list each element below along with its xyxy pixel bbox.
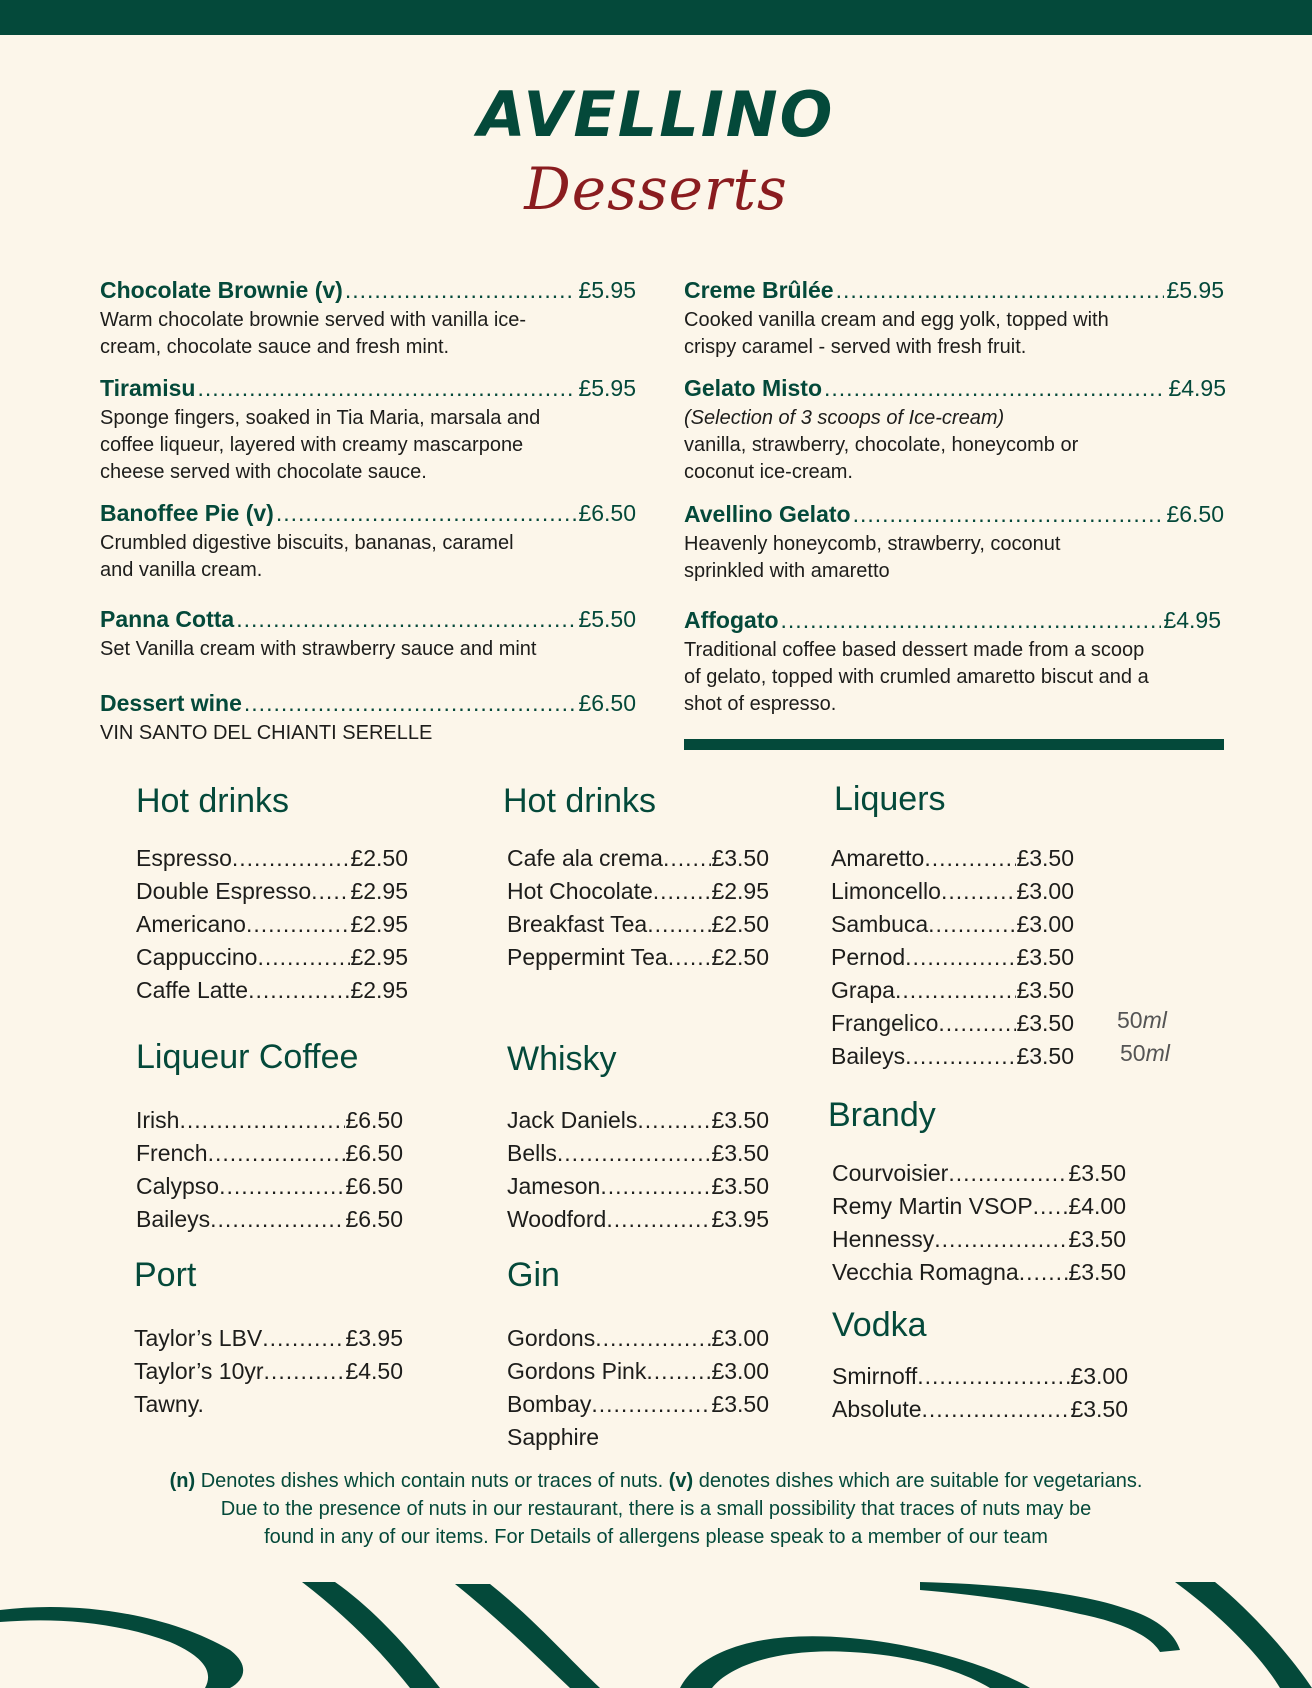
dessert-price: £6.50 xyxy=(578,500,636,526)
liquers-list xyxy=(831,842,1074,1073)
drink-name: Tawny. xyxy=(134,1391,204,1417)
dessert-name: Gelato Misto xyxy=(684,375,823,401)
drink-name: Vecchia Romagna xyxy=(832,1259,1019,1285)
dessert-price: £5.50 xyxy=(578,606,636,632)
drink-row xyxy=(136,875,408,908)
section-title-brandy: Brandy xyxy=(828,1096,936,1134)
drink-name: Smirnoff xyxy=(832,1363,918,1389)
drink-row xyxy=(831,1040,1074,1073)
leader-dots xyxy=(1019,1256,1069,1289)
dessert-price: £4.95 xyxy=(1168,375,1226,401)
leader-dots xyxy=(264,1355,346,1388)
dessert-description: vanilla, strawberry, chocolate, honeycomb or coconut ice-cream. xyxy=(684,434,1079,483)
dessert-item xyxy=(684,605,1221,718)
drink-price: £3.50 xyxy=(711,1391,769,1417)
drink-row xyxy=(831,1007,1074,1040)
drink-price: £3.50 xyxy=(711,1173,769,1199)
drink-name: Peppermint Tea xyxy=(507,944,668,970)
brandy-list xyxy=(832,1157,1126,1289)
leader-dots xyxy=(647,908,711,941)
leader-dots xyxy=(591,1388,711,1421)
drink-price: £2.95 xyxy=(350,911,408,937)
leader-dots xyxy=(557,1137,712,1170)
drink-price: £3.00 xyxy=(1016,911,1074,937)
drink-name: Jameson xyxy=(507,1173,601,1199)
section-title-hot-drinks: Hot drinks xyxy=(503,782,657,820)
wave-stroke xyxy=(680,1636,1030,1688)
dessert-description: Cooked vanilla cream and egg yolk, topped with crispy caramel - served with fresh fruit. xyxy=(684,309,1109,358)
drink-row xyxy=(507,1355,769,1388)
drink-row xyxy=(136,941,408,974)
drink-name: Cappuccino xyxy=(136,944,258,970)
drink-row xyxy=(136,1203,403,1236)
drink-row xyxy=(832,1256,1126,1289)
drink-name: Woodford xyxy=(507,1206,607,1232)
drink-row xyxy=(831,941,1074,974)
drink-price: £6.50 xyxy=(345,1107,403,1133)
leader-dots xyxy=(197,373,576,403)
hot-drinks-list xyxy=(136,842,408,1007)
drink-row xyxy=(136,1137,403,1170)
dessert-name: Creme Brûlée xyxy=(684,277,834,303)
drink-price: £3.50 xyxy=(1016,977,1074,1003)
restaurant-name: AVELLINO xyxy=(477,78,835,151)
drink-name: Limoncello xyxy=(831,878,941,904)
dessert-name: Panna Cotta xyxy=(100,606,235,632)
drink-row xyxy=(831,908,1074,941)
drink-name: Absolute xyxy=(832,1396,922,1422)
drink-name: Baileys xyxy=(831,1043,906,1069)
drink-price: £3.50 xyxy=(1016,1043,1074,1069)
drink-price: £3.00 xyxy=(1016,878,1074,904)
leader-dots xyxy=(948,1157,1068,1190)
drink-row xyxy=(507,842,769,875)
leader-dots xyxy=(637,1104,711,1137)
hot-drinks-list xyxy=(507,842,769,974)
drink-name: Remy Martin VSOP xyxy=(832,1193,1033,1219)
section-divider xyxy=(684,739,1224,750)
drink-price: £2.95 xyxy=(350,878,408,904)
dessert-name: Banoffee Pie (v) xyxy=(100,500,274,526)
drink-row xyxy=(507,1421,769,1454)
drink-price: £2.95 xyxy=(711,878,769,904)
drink-name: Sambuca xyxy=(831,911,929,937)
allergen-notice xyxy=(80,1467,1232,1551)
drink-price: £3.50 xyxy=(1068,1160,1126,1186)
drink-price: £2.50 xyxy=(711,944,769,970)
leader-dots xyxy=(781,605,1162,635)
drink-price: £2.50 xyxy=(350,845,408,871)
section-title-hot-drinks: Hot drinks xyxy=(136,782,290,820)
drink-row xyxy=(507,941,769,974)
section-title-port: Port xyxy=(134,1256,197,1294)
drink-row xyxy=(832,1393,1128,1426)
drink-price: £3.00 xyxy=(711,1325,769,1351)
leader-dots xyxy=(905,941,1016,974)
drink-name: Bells xyxy=(507,1140,557,1166)
leader-dots xyxy=(246,908,351,941)
drink-name: French xyxy=(136,1140,208,1166)
drink-name: Pernod xyxy=(831,944,906,970)
drink-name: Calypso xyxy=(136,1173,220,1199)
leader-dots xyxy=(248,974,350,1007)
drink-row xyxy=(832,1360,1128,1393)
dessert-item xyxy=(684,499,1224,585)
drink-row xyxy=(507,1104,769,1137)
drink-name: Bombay xyxy=(507,1391,592,1417)
drink-price: £4.00 xyxy=(1068,1193,1126,1219)
dessert-name: Affogato xyxy=(684,607,779,633)
drink-row xyxy=(134,1322,403,1355)
decorative-waves xyxy=(0,1580,1312,1688)
section-title-gin: Gin xyxy=(507,1256,560,1294)
allergen-line-3: found in any of our items. For Details of allergens please speak to a member of our team xyxy=(264,1526,1048,1548)
drink-row xyxy=(134,1388,403,1421)
drink-name: Courvoisier xyxy=(832,1160,949,1186)
menu-title: Desserts xyxy=(524,155,788,223)
drink-row xyxy=(507,908,769,941)
leader-dots xyxy=(653,875,712,908)
whisky-list xyxy=(507,1104,769,1236)
dessert-name: Chocolate Brownie (v) xyxy=(100,277,343,303)
drink-row xyxy=(136,1104,403,1137)
dessert-item xyxy=(100,373,636,486)
leader-dots xyxy=(219,1170,345,1203)
dessert-description: Set Vanilla cream with strawberry sauce and mint xyxy=(100,638,537,660)
veg-text: denotes dishes which are suitable for vegetarians. xyxy=(693,1470,1143,1492)
drink-price: £2.95 xyxy=(350,977,408,1003)
drink-price: £3.95 xyxy=(345,1325,403,1351)
leader-dots xyxy=(595,1322,711,1355)
drink-row xyxy=(136,1170,403,1203)
leader-dots xyxy=(941,875,1016,908)
section-title-liqueur-coffee: Liqueur Coffee xyxy=(136,1038,359,1076)
drink-price: £3.50 xyxy=(1068,1226,1126,1252)
drink-price: £3.50 xyxy=(1016,944,1074,970)
dessert-item xyxy=(100,604,636,663)
dessert-description: Warm chocolate brownie served with vanilla ice-cream, chocolate sauce and fresh mint. xyxy=(100,309,527,358)
drink-name: Jack Daniels xyxy=(507,1107,638,1133)
drink-price: £6.50 xyxy=(345,1206,403,1232)
dessert-name: Dessert wine xyxy=(100,690,242,716)
volume-label: 50ml xyxy=(1120,1040,1170,1066)
drink-name: Sapphire xyxy=(507,1424,600,1450)
leader-dots xyxy=(924,842,1016,875)
drink-row xyxy=(507,875,769,908)
section-title-liquers: Liquers xyxy=(834,780,946,818)
drink-price: £6.50 xyxy=(345,1140,403,1166)
leader-dots xyxy=(276,498,577,528)
leader-dots xyxy=(600,1170,711,1203)
section-title-whisky: Whisky xyxy=(507,1040,617,1078)
drink-price: £2.50 xyxy=(711,911,769,937)
dessert-price: £5.95 xyxy=(578,375,636,401)
dessert-note: (Selection of 3 scoops of Ice-cream) xyxy=(684,407,1005,429)
drink-price: £3.50 xyxy=(1016,1010,1074,1036)
leader-dots xyxy=(853,499,1165,529)
drink-name: Taylor’s 10yr xyxy=(134,1358,264,1384)
drink-row xyxy=(507,1170,769,1203)
drink-name: Hennessy xyxy=(832,1226,935,1252)
wave-stroke xyxy=(0,1607,243,1688)
port-list xyxy=(134,1322,403,1421)
wave-stroke xyxy=(302,1582,440,1688)
dessert-item xyxy=(684,373,1226,486)
drink-price: £6.50 xyxy=(345,1173,403,1199)
leader-dots xyxy=(311,875,350,908)
drink-row xyxy=(832,1157,1126,1190)
drink-row xyxy=(832,1223,1126,1256)
leader-dots xyxy=(210,1203,345,1236)
drink-price: £3.50 xyxy=(711,1107,769,1133)
allergen-line-1 xyxy=(80,1467,1232,1495)
drink-row xyxy=(136,974,408,1007)
leader-dots xyxy=(646,1355,711,1388)
drink-price: £2.95 xyxy=(350,944,408,970)
drink-name: Americano xyxy=(136,911,246,937)
drink-price: £4.50 xyxy=(345,1358,403,1384)
drink-name: Double Espresso xyxy=(136,878,312,904)
dessert-name: Avellino Gelato xyxy=(684,501,851,527)
drink-row xyxy=(831,875,1074,908)
leader-dots xyxy=(232,842,351,875)
drink-row xyxy=(831,842,1074,875)
drink-name: Cafe ala crema xyxy=(507,845,663,871)
drink-price: £3.95 xyxy=(711,1206,769,1232)
leader-dots xyxy=(934,1223,1068,1256)
dessert-item xyxy=(100,498,636,584)
dessert-price: £4.95 xyxy=(1163,607,1221,633)
dessert-description: Sponge fingers, soaked in Tia Maria, marsala and coffee liqueur, layered with creamy mascarpone cheese served with chocolate sauce. xyxy=(100,407,541,483)
leader-dots xyxy=(345,275,577,305)
wave-stroke xyxy=(920,1582,1180,1652)
drink-name: Breakfast Tea xyxy=(507,911,648,937)
dessert-description: Crumbled digestive biscuits, bananas, caramel and vanilla cream. xyxy=(100,532,514,581)
leader-dots xyxy=(208,1137,346,1170)
drink-price: £3.00 xyxy=(1070,1363,1128,1389)
section-title-vodka: Vodka xyxy=(832,1306,927,1344)
leader-dots xyxy=(928,908,1016,941)
drink-name: Taylor’s LBV xyxy=(134,1325,263,1351)
leader-dots xyxy=(938,1007,1016,1040)
leader-dots xyxy=(824,373,1166,403)
dessert-price: £6.50 xyxy=(1166,501,1224,527)
dessert-description: VIN SANTO DEL CHIANTI SERELLE xyxy=(100,722,433,744)
leader-dots xyxy=(663,842,711,875)
veg-key: (v) xyxy=(668,1470,694,1492)
drink-price: £3.50 xyxy=(1070,1396,1128,1422)
leader-dots xyxy=(836,275,1165,305)
drink-row xyxy=(507,1203,769,1236)
top-banner xyxy=(0,0,1312,35)
leader-dots xyxy=(922,1393,1071,1426)
gin-list xyxy=(507,1322,769,1454)
leader-dots xyxy=(606,1203,711,1236)
dessert-price: £6.50 xyxy=(578,690,636,716)
drink-name: Caffe Latte xyxy=(136,977,249,1003)
drink-row xyxy=(832,1190,1126,1223)
drink-name: Hot Chocolate xyxy=(507,878,653,904)
nuts-key: (n) xyxy=(169,1470,196,1492)
leader-dots xyxy=(917,1360,1070,1393)
drink-name: Frangelico xyxy=(831,1010,939,1036)
nuts-text: Denotes dishes which contain nuts or traces of nuts. xyxy=(195,1470,669,1492)
drink-row xyxy=(507,1322,769,1355)
dessert-description: Heavenly honeycomb, strawberry, coconut sprinkled with amaretto xyxy=(684,533,1061,582)
drink-row xyxy=(136,842,408,875)
dessert-item xyxy=(100,275,636,361)
drink-row xyxy=(134,1355,403,1388)
drink-name: Amaretto xyxy=(831,845,925,871)
drink-price: £3.50 xyxy=(1068,1259,1126,1285)
drink-name: Gordons Pink xyxy=(507,1358,647,1384)
drink-row xyxy=(507,1137,769,1170)
drink-row xyxy=(136,908,408,941)
dessert-description: Traditional coffee based dessert made from a scoop of gelato, topped with crumled amaretto biscut and a shot of espresso. xyxy=(684,639,1149,715)
dessert-price: £5.95 xyxy=(1166,277,1224,303)
drink-row xyxy=(507,1388,769,1421)
drink-price: £3.50 xyxy=(711,1140,769,1166)
dessert-item xyxy=(100,688,636,747)
leader-dots xyxy=(236,604,576,634)
drink-name: Grapa xyxy=(831,977,895,1003)
leader-dots xyxy=(244,688,577,718)
drink-price: £3.50 xyxy=(1016,845,1074,871)
drink-price: £3.50 xyxy=(711,845,769,871)
leader-dots xyxy=(895,974,1017,1007)
dessert-price: £5.95 xyxy=(578,277,636,303)
leader-dots xyxy=(905,1040,1016,1073)
drink-row xyxy=(831,974,1074,1007)
wave-stroke xyxy=(455,1584,600,1688)
drink-name: Baileys xyxy=(136,1206,211,1232)
leader-dots xyxy=(179,1104,345,1137)
leader-dots xyxy=(262,1322,345,1355)
vodka-list xyxy=(832,1360,1128,1426)
leader-dots xyxy=(257,941,350,974)
dessert-item xyxy=(684,275,1224,361)
dessert-name: Tiramisu xyxy=(100,375,196,401)
liqueur-coffee-list xyxy=(136,1104,403,1236)
allergen-line-2: Due to the presence of nuts in our restaurant, there is a small possibility that traces of nuts may be xyxy=(220,1498,1092,1520)
wave-stroke xyxy=(1175,1582,1312,1688)
leader-dots xyxy=(668,941,712,974)
drink-name: Espresso xyxy=(136,845,232,871)
volume-label: 50ml xyxy=(1117,1007,1167,1033)
leader-dots xyxy=(1033,1190,1069,1223)
drink-price: £3.00 xyxy=(711,1358,769,1384)
drink-name: Irish xyxy=(136,1107,180,1133)
drink-name: Gordons xyxy=(507,1325,596,1351)
